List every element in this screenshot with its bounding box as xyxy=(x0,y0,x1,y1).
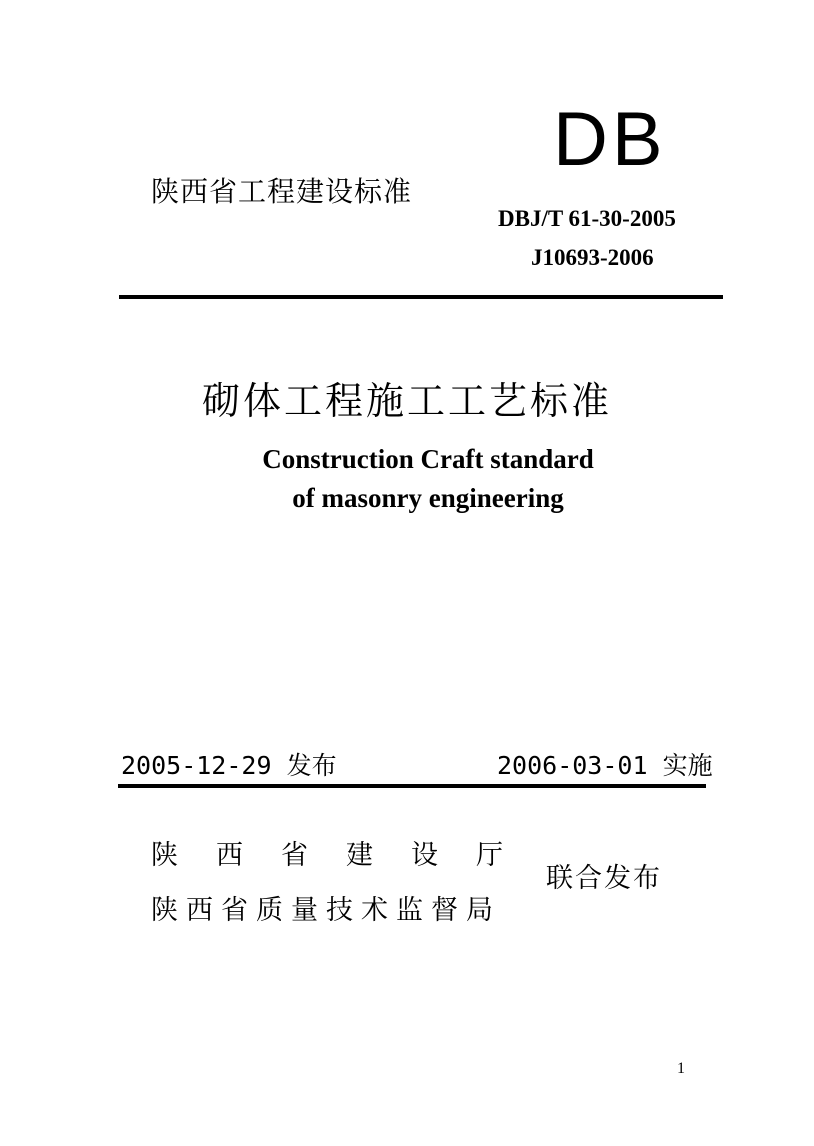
issuer-quality-bureau: 陕西省质量技术监督局 xyxy=(151,895,501,926)
top-divider xyxy=(119,295,723,299)
effective-date-block xyxy=(497,746,713,782)
page-number: 1 xyxy=(677,1060,685,1077)
bottom-divider xyxy=(118,784,706,788)
effective-date: 2006-03-01 xyxy=(497,751,648,780)
joint-issue-label: 联合发布 xyxy=(546,863,662,894)
provincial-standard-label: 陕西省工程建设标准 xyxy=(151,175,413,208)
issuer-construction-department: 陕西省建设厅 xyxy=(151,840,541,871)
record-code: J10693-2006 xyxy=(531,245,654,270)
document-title-english-line-2: of masonry engineering xyxy=(292,483,564,513)
document-title-chinese: 砌体工程施工工艺标准 xyxy=(201,379,612,423)
db-logo: DB xyxy=(553,97,667,182)
issue-label: 发布 xyxy=(286,751,337,780)
effective-label: 实施 xyxy=(662,751,713,780)
standard-code: DBJ/T 61-30-2005 xyxy=(498,206,676,231)
issue-date: 2005-12-29 xyxy=(121,751,272,780)
issue-date-block xyxy=(121,746,337,782)
document-title-english-line-1: Construction Craft standard xyxy=(262,444,594,474)
